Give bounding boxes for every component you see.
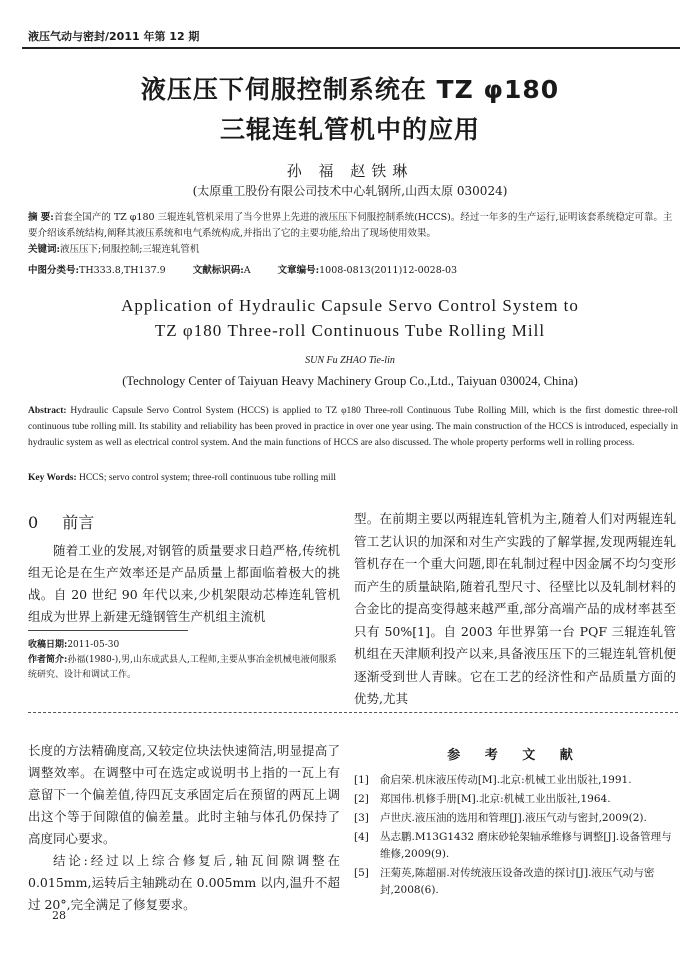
affiliation-cn: (太原重工股份有限公司技术中心轧钢所,山西太原 030024) xyxy=(192,184,508,198)
article-no-label: 文章编号: xyxy=(277,265,320,276)
prev-article-column xyxy=(28,740,340,916)
section-title: 前言 xyxy=(62,513,95,532)
clc-value: TH333.8,TH137.9 xyxy=(79,265,166,276)
title-cn-line1: 液压压下伺服控制系统在 TZ φ180 xyxy=(140,75,560,104)
doc-code-label: 文献标识码: xyxy=(192,265,244,276)
footnote xyxy=(28,638,338,683)
clc-label: 中图分类号: xyxy=(28,265,80,276)
prev-article-conclusion: 结论:经过以上综合修复后,轴瓦间隙调整在 0.015mm,运转后主轴跳动在 0.005mm 以内,温升不超过 20°,完全满足了修复要求。 xyxy=(28,853,340,912)
title-cn-line2: 三辊连轧管机中的应用 xyxy=(219,115,480,144)
authors-en: SUN Fu ZHAO Tie-lin xyxy=(305,355,395,366)
section-number: 0 xyxy=(28,513,39,532)
abstract-cn xyxy=(28,210,678,258)
intro-right-column xyxy=(354,508,676,711)
keywords-en-label: Key Words: xyxy=(28,473,77,483)
intro-left-paragraph: 随着工业的发展,对钢管的质量要求日趋严格,传统机组无论是在生产效率还是产品质量上都面临着极大的挑战。自 20 世纪 90 年代以来,少机架限动芯棒连轧管机组成为世界上新建无缝钢管生产机组主流机 xyxy=(28,543,340,624)
abstract-cn-text: 首套全国产的 TZ φ180 三辊连轧管机采用了当今世界上先进的液压压下伺服控制系统(HCCS)。经过一年多的生产运行,证明该套系统稳定可靠。主要介绍该系统结构,阐释其液压系统和电气系统构成,并指出了它的主要功能,给出了现场使用效果。 xyxy=(28,212,673,239)
received-date: 2011-05-30 xyxy=(67,640,120,650)
reference-text: 郑国伟.机修手册[M].北京:机械工业出版社,1964. xyxy=(380,793,611,805)
page-number: 28 xyxy=(52,909,66,922)
abstract-en xyxy=(28,403,678,452)
article-divider xyxy=(28,712,678,717)
bio-label: 作者简介: xyxy=(28,655,68,665)
keywords-en-text: HCCS; servo control system; three-roll continuous tube rolling mill xyxy=(79,473,337,483)
author-bio: 孙福(1980-),男,山东成武县人,工程师,主要从事冶金机械电液伺服系统研究、设计和调试工作。 xyxy=(28,655,337,680)
reference-text: 丛志鹏.M13G1432 磨床砂轮架轴承维修与调整[J].设备管理与维修,2009(9). xyxy=(380,831,672,860)
reference-item xyxy=(354,791,676,808)
authors-cn: 孙 福 赵铁琳 xyxy=(286,162,414,180)
header-rule xyxy=(22,47,680,49)
article-no-value: 1008-0813(2011)12-0028-03 xyxy=(319,265,458,276)
reference-item xyxy=(354,865,676,899)
reference-number: [2] xyxy=(354,793,369,805)
reference-number: [3] xyxy=(354,812,369,824)
keywords-cn-label: 关键词: xyxy=(28,244,61,255)
affiliation-en: (Technology Center of Taiyuan Heavy Machinery Group Co.,Ltd., Taiyuan 030024, China) xyxy=(122,374,578,388)
reference-number: [4] xyxy=(354,831,369,843)
abstract-en-text: Hydraulic Capsule Servo Control System (HCCS) is applied to TZ φ180 Three-roll Continuous Tube Rolling Mill, which is the first domestic three-roll continuous tube rolling mill. Its stability and reliability has been proved in practice in over one year using. The main construction of the HCCS is introduced, especially in hydraulic system as well as electrical control system. And the main functions of HCCS are also discussed. The whole property performs well in rolling process. xyxy=(28,406,678,449)
reference-number: [1] xyxy=(354,774,369,786)
references-list xyxy=(354,772,676,901)
prev-article-paragraph1: 长度的方法精确度高,又较定位块法快速简洁,明显提高了调整效率。在调整中可在选定或说明书上指的一瓦上有意留下一个偏差值,待四瓦支承固定后在预留的两瓦上调出这个等于间隙值的偏差量。此时主轴与体孔仍保持了高度同心要求。 xyxy=(28,743,340,846)
reference-text: 卢世庆.液压油的选用和管理[J].液压气动与密封,2009(2). xyxy=(380,812,647,824)
reference-item xyxy=(354,810,676,827)
reference-item xyxy=(354,829,676,863)
reference-item xyxy=(354,772,676,789)
title-en-line2: TZ φ180 Three-roll Continuous Tube Rolling Mill xyxy=(154,321,546,340)
footnote-rule xyxy=(28,630,188,631)
references-heading: 参 考 文 献 xyxy=(447,748,583,763)
keywords-cn-text: 液压压下;伺服控制;三辊连轧管机 xyxy=(60,244,200,255)
section-heading xyxy=(28,510,94,533)
classification-row xyxy=(28,262,678,276)
intro-right-paragraph: 型。在前期主要以两辊连轧管机为主,随着人们对两辊连轧管工艺认识的加深和对生产实践的了解掌握,发现两辊连轧管机存在一个重大问题,即在轧制过程中因金属不均匀变形而产生的质量缺陷,随着孔型尺寸、径壁比以及轧制材料的合金比的提高变得越来越严重,部分高端产品的成材率甚至只有 50%[1]。自 2003 年世界第一台 PQF 三辊连轧管机组在天津顺利投产以来,具备液压压下的三辊连轧管机便逐渐受到世人青睐。它在工艺的经济性和产品质量方面的优势,尤其 xyxy=(354,511,676,706)
reference-text: 汪菊英,陈超丽.对传统液压设备改造的探讨[J].液压气动与密封,2008(6). xyxy=(380,867,655,896)
reference-text: 俞启荣.机床液压传动[M].北京:机械工业出版社,1991. xyxy=(380,774,632,786)
doc-code-value: A xyxy=(243,265,251,276)
abstract-cn-label: 摘 要: xyxy=(28,212,54,223)
intro-left-column xyxy=(28,540,340,628)
abstract-en-label: Abstract: xyxy=(28,406,67,416)
running-head: 液压气动与密封/2011 年第 12 期 xyxy=(28,30,200,43)
reference-number: [5] xyxy=(354,867,369,879)
received-label: 收稿日期: xyxy=(28,640,68,650)
title-en-line1: Application of Hydraulic Capsule Servo Control System to xyxy=(121,296,579,315)
keywords-en xyxy=(28,473,678,483)
